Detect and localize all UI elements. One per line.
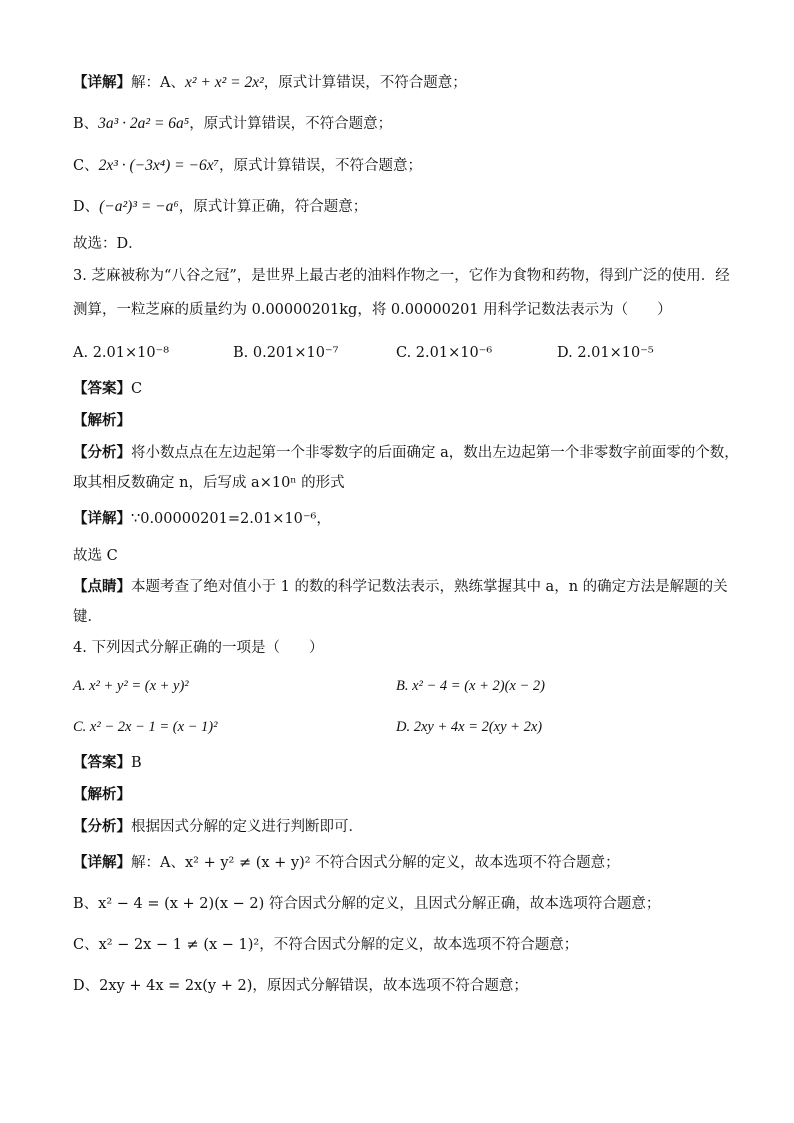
q3-detail: 【详解】∵0.00000201=2.01×10⁻⁶， xyxy=(73,510,331,527)
q4-option-b: B. x² − 4 = (x + 2)(x − 2) xyxy=(396,678,545,694)
q4-analysis-label: 【解析】 xyxy=(73,786,131,803)
solution-line-b: B、3a³ · 2a² = 6a⁵，原式计算错误，不符合题意； xyxy=(73,115,393,132)
fenxi-label: 【分析】 xyxy=(73,444,131,461)
detail-label: 【详解】 xyxy=(73,854,131,871)
dianjing-label: 【点睛】 xyxy=(73,578,131,595)
detail-label: 【详解】 xyxy=(73,74,131,91)
q3-dianjing-line-1: 【点睛】本题考查了绝对值小于 1 的数的科学记数法表示，熟练掌握其中 a，n 的确定方法是解题的关 xyxy=(73,578,728,595)
question-4-title: 4. 下列因式分解正确的一项是（ ） xyxy=(73,640,324,656)
q3-answer: 【答案】C xyxy=(73,380,143,397)
q3-option-b: B. 0.201×10⁻⁷ xyxy=(233,345,339,361)
answer-label: 【答案】 xyxy=(73,754,131,771)
q3-option-a: A. 2.01×10⁻⁸ xyxy=(73,345,170,361)
question-3-line-2: 测算，一粒芝麻的质量约为 0.00000201kg，将 0.00000201 用科学记数法表示为（ ） xyxy=(73,302,672,318)
q4-detail-a: 【详解】解：A、x² + y² ≠ (x + y)² 不符合因式分解的定义，故本选项不符合题意； xyxy=(73,854,620,871)
q4-detail-b: B、x² − 4 = (x + 2)(x − 2) 符合因式分解的定义，且因式分解正确，故本选项符合题意； xyxy=(73,896,661,912)
q4-option-a: A. x² + y² = (x + y)² xyxy=(73,678,189,694)
q3-option-c: C. 2.01×10⁻⁶ xyxy=(396,345,493,361)
math-expression: 2x³ · (−3x⁴) = −6x⁷ xyxy=(98,157,219,174)
q4-detail-c: C、x² − 2x − 1 ≠ (x − 1)²，不符合因式分解的定义，故本选项不符合题意； xyxy=(73,937,579,953)
question-3-line-1: 3. 芝麻被称为“八谷之冠”，是世界上最古老的油料作物之一，它作为食物和药物，得到广泛的使用．经 xyxy=(73,268,730,284)
math-expression: (−a²)³ = −a⁶ xyxy=(99,198,179,215)
q4-option-d: D. 2xy + 4x = 2(xy + 2x) xyxy=(396,719,543,735)
q4-detail-d: D、2xy + 4x = 2x(y + 2)，原因式分解错误，故本选项不符合题意； xyxy=(73,978,528,994)
q3-option-d: D. 2.01×10⁻⁵ xyxy=(557,345,654,361)
math-expression: 3a³ · 2a² = 6a⁵ xyxy=(98,115,190,132)
q4-option-c: C. x² − 2x − 1 = (x − 1)² xyxy=(73,719,218,735)
solution-line-d: D、(−a²)³ = −a⁶，原式计算正确，符合题意； xyxy=(73,198,368,215)
q3-analysis-label: 【解析】 xyxy=(73,412,131,429)
detail-label: 【详解】 xyxy=(73,510,131,527)
q3-fenxi-line-1: 【分析】将小数点点在左边起第一个非零数字的后面确定 a，数出左边起第一个非零数字前面零的个数， xyxy=(73,444,739,461)
math-expression: x² + x² = 2x² xyxy=(184,74,264,91)
solution-line-c: C、2x³ · (−3x⁴) = −6x⁷，原式计算错误，不符合题意； xyxy=(73,157,422,174)
q4-fenxi: 【分析】根据因式分解的定义进行判断即可． xyxy=(73,818,363,835)
answer-choice-line: 故选：D． xyxy=(73,236,143,252)
q3-fenxi-line-2: 取其相反数确定 n，后写成 a×10ⁿ 的形式 xyxy=(73,475,345,491)
q3-dianjing-line-2: 键． xyxy=(73,609,102,625)
fenxi-label: 【分析】 xyxy=(73,818,131,835)
answer-label: 【答案】 xyxy=(73,380,131,397)
q3-choice: 故选 C xyxy=(73,548,118,564)
q4-answer: 【答案】B xyxy=(73,754,142,771)
solution-line-a: 【详解】解：A、x² + x² = 2x²，原式计算错误，不符合题意； xyxy=(73,74,467,91)
